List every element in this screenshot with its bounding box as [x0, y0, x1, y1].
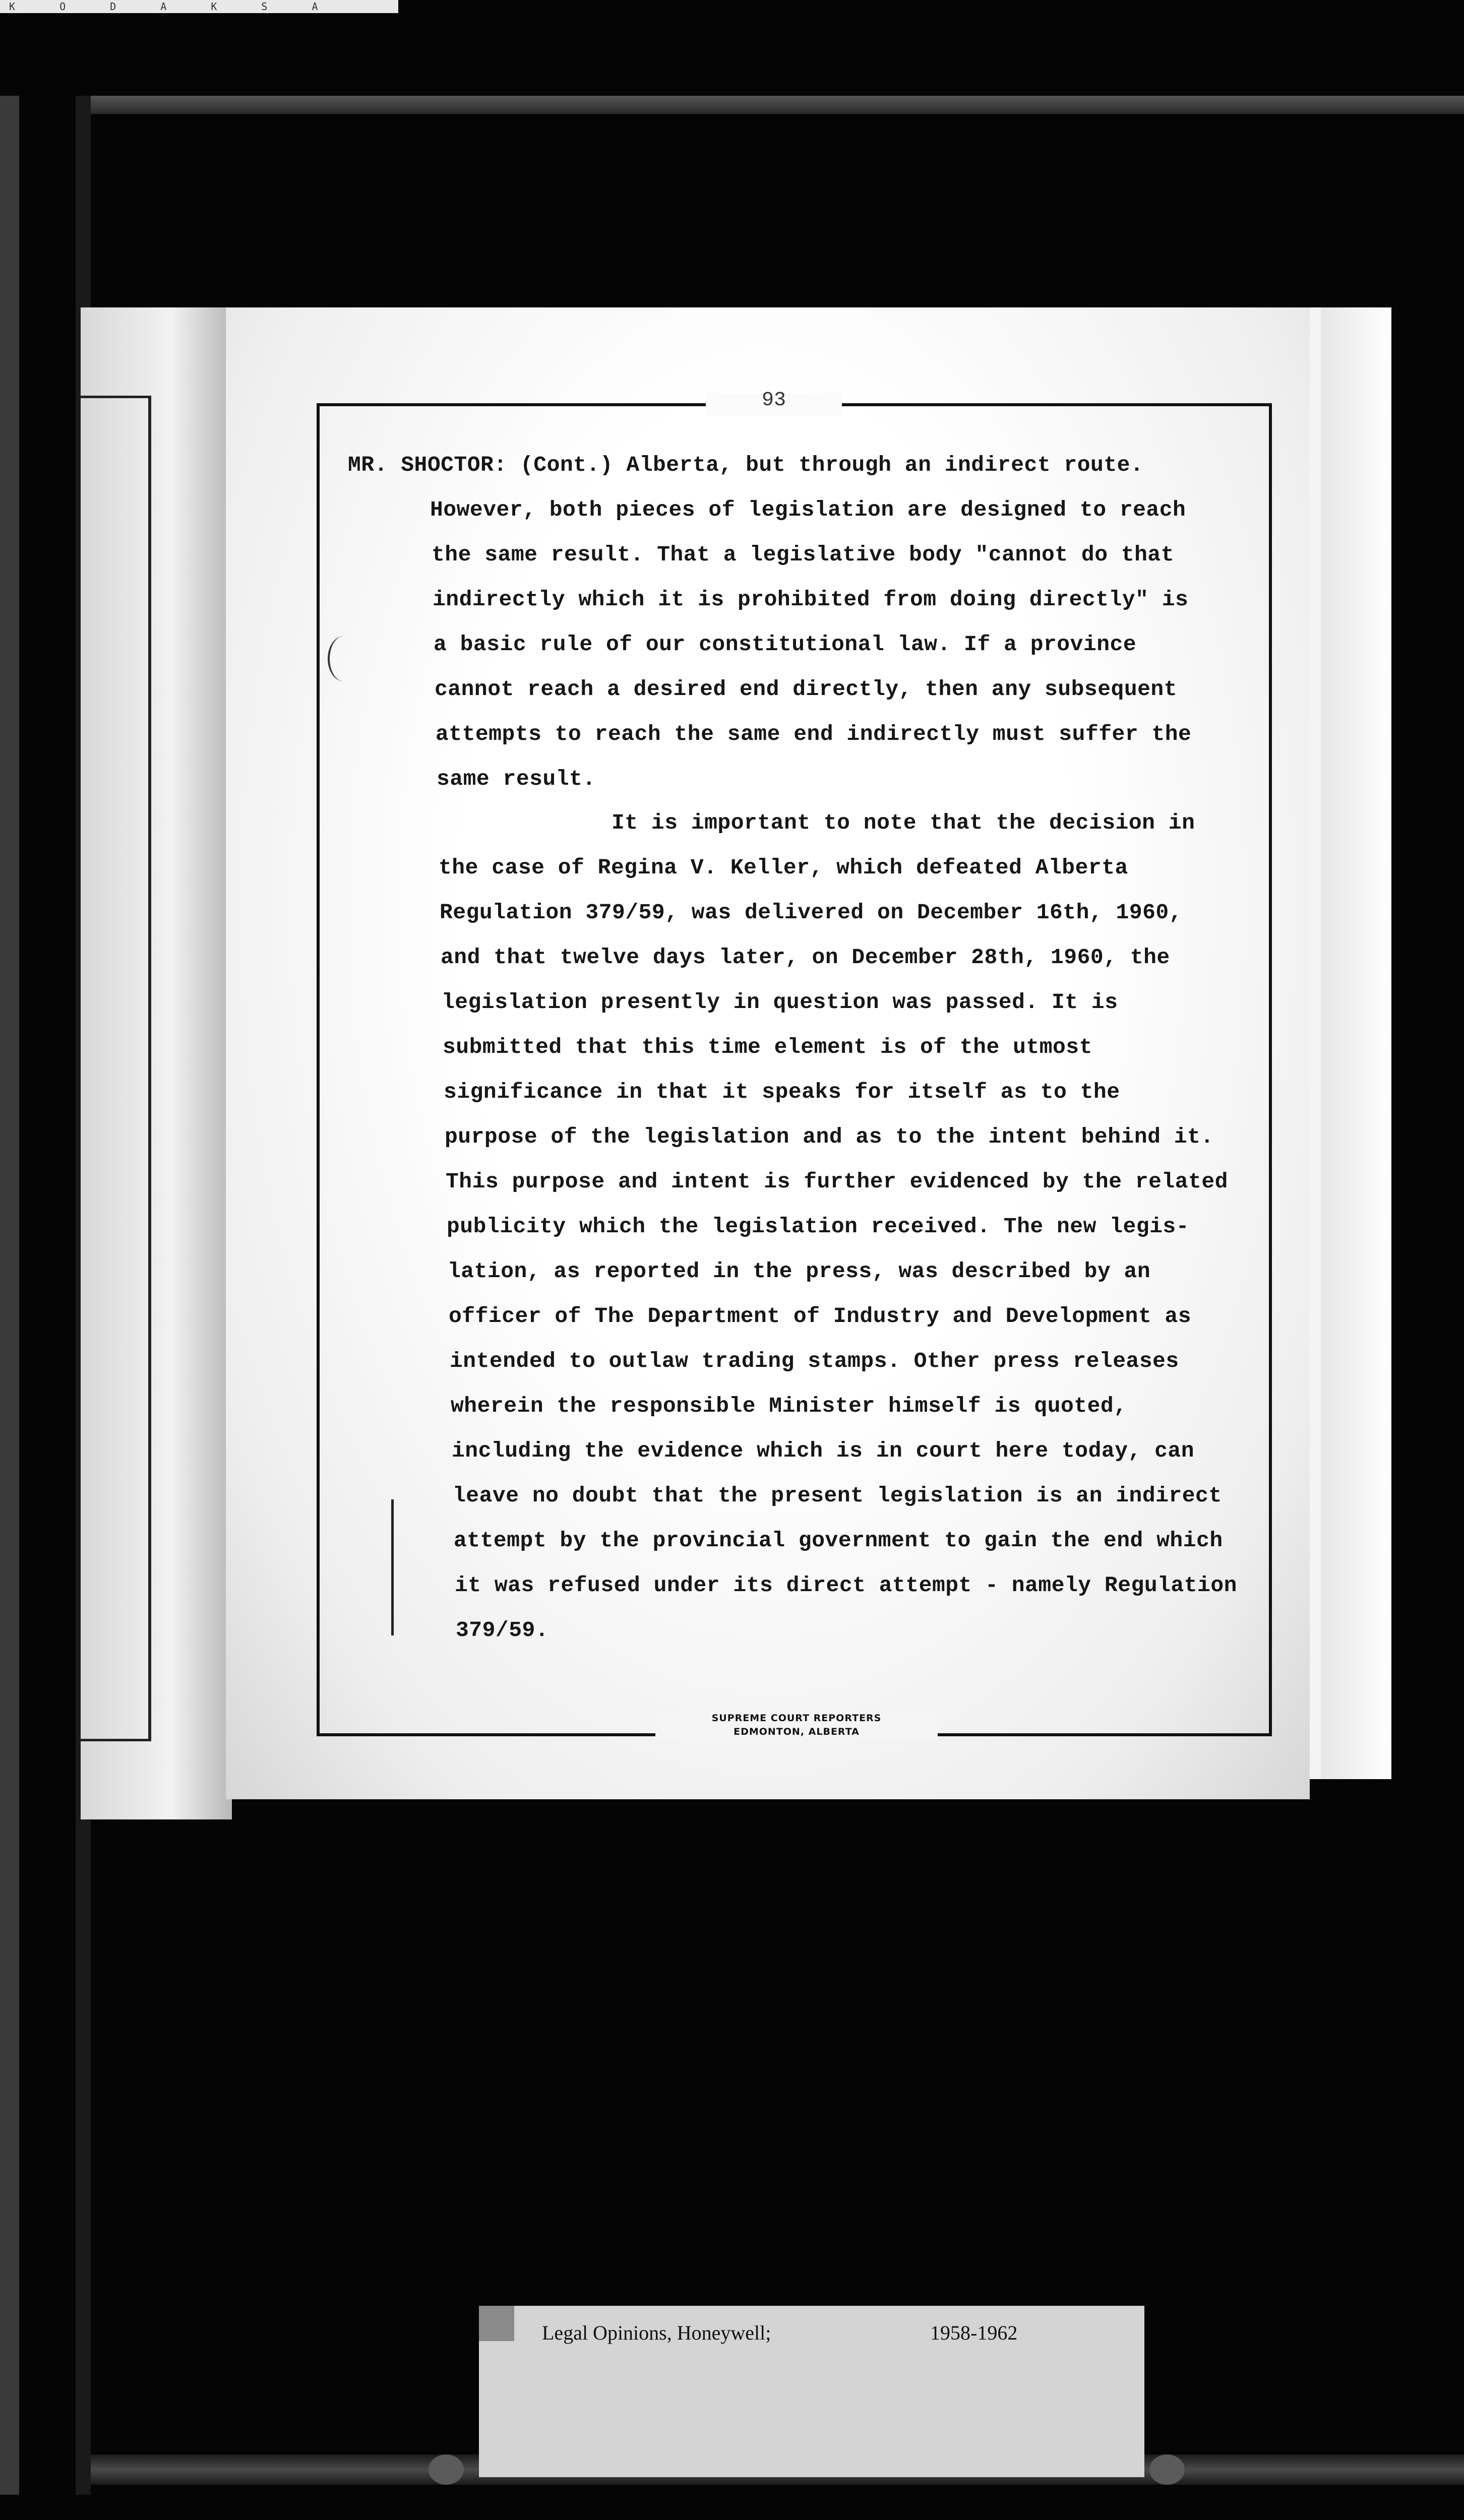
text-line: and that twelve days later, on December 28th, 1960, the: [441, 945, 1170, 970]
text-line: However, both pieces of legislation are designed to reach: [430, 497, 1186, 522]
frame-knob: [1149, 2454, 1185, 2485]
text-line: intended to outlaw trading stamps. Other press releases: [450, 1349, 1179, 1373]
text-line: the same result. That a legislative body "cannot do that: [432, 542, 1175, 567]
text-line: publicity which the legislation received. The new legis-: [447, 1214, 1190, 1239]
text-line: submitted that this time element is of the utmost: [443, 1035, 1092, 1059]
text-line: attempts to reach the same end indirectly must suffer the: [436, 722, 1192, 746]
margin-bar: [391, 1499, 394, 1635]
text-line: lation, as reported in the press, was described by an: [448, 1259, 1151, 1284]
text-line: officer of The Department of Industry and Development as: [449, 1304, 1192, 1329]
text-line: including the evidence which is in court here today, can: [452, 1438, 1195, 1463]
text-line: This purpose and intent is further evidenced by the related: [446, 1169, 1228, 1194]
film-edge-marking: K O D A K S A: [0, 0, 398, 13]
text-line: wherein the responsible Minister himself is quoted,: [451, 1394, 1127, 1418]
text-line: significance in that it speaks for itself as to the: [444, 1080, 1120, 1104]
text-line: purpose of the legislation and as to the intent behind it.: [445, 1124, 1214, 1149]
label-title: Legal Opinions, Honeywell;: [542, 2321, 771, 2344]
previous-page-border: [81, 396, 151, 1741]
film-rail: [0, 96, 19, 2495]
text-line: the case of Regina V. Keller, which defeated Alberta: [439, 855, 1128, 880]
footer-line: SUPREME COURT REPORTERS: [711, 1713, 882, 1724]
label-years: 1958-1962: [930, 2321, 1018, 2344]
text-line: legislation presently in question was passed. It is: [442, 990, 1118, 1015]
label-tab: [479, 2306, 514, 2341]
text-line: attempt by the provincial government to gain the end which: [454, 1528, 1223, 1553]
text-line: indirectly which it is prohibited from doing directly" is: [433, 587, 1189, 612]
text-line: cannot reach a desired end directly, then any subsequent: [435, 677, 1178, 702]
text-line: same result.: [437, 767, 596, 791]
page-number: 93: [761, 389, 786, 412]
reporter-footer: [655, 1712, 938, 1739]
text-line: leave no doubt that the present legislation is an indirect: [453, 1483, 1222, 1508]
footer-line: EDMONTON, ALBERTA: [734, 1726, 860, 1737]
text-line: a basic rule of our constitutional law. If a province: [434, 632, 1137, 657]
page-stack-edge: [1321, 307, 1391, 1779]
text-line: it was refused under its direct attempt - namely Regulation: [455, 1573, 1237, 1598]
frame-knob: [429, 2454, 464, 2485]
margin-mark: [328, 636, 360, 681]
text-line: It is important to note that the decision in: [612, 810, 1195, 835]
text-line: Regulation 379/59, was delivered on December 16th, 1960,: [440, 900, 1183, 925]
text-line: 379/59.: [456, 1618, 549, 1643]
reader-frame-top: [76, 96, 1464, 114]
text-line: MR. SHOCTOR: (Cont.) Alberta, but through an indirect route.: [348, 453, 1144, 477]
